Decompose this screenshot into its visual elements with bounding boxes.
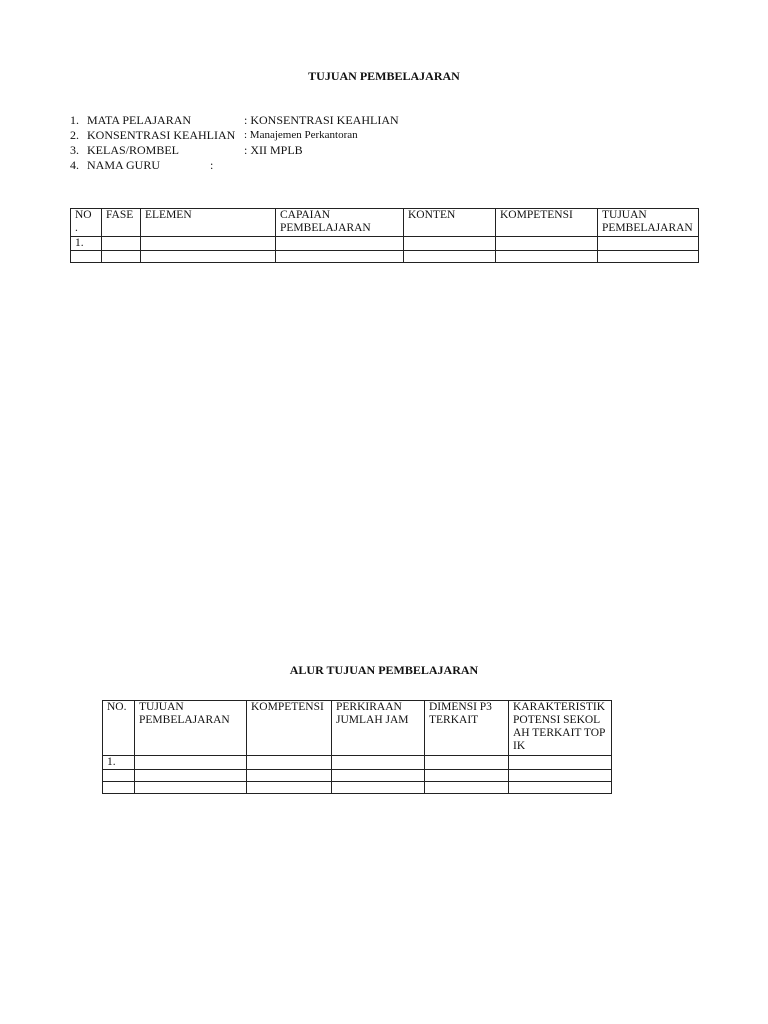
- header-fase: FASE: [102, 209, 141, 237]
- table-cell: [496, 237, 598, 251]
- table-cell: [496, 251, 598, 263]
- header-no: NO .: [71, 209, 102, 237]
- header-karakteristik-potensi-sekolah: KARAKTERISTIK POTENSI SEKOLAH TERKAIT TOPIK: [509, 701, 612, 756]
- table-cell: [332, 756, 425, 770]
- info-row-konsentrasi-keahlian: [70, 128, 399, 143]
- header-dimensi-p3-terkait: DIMENSI P3 TERKAIT: [425, 701, 509, 756]
- table-cell: [135, 782, 247, 794]
- info-number: 3.: [70, 143, 79, 157]
- cell-no: 1.: [71, 237, 102, 251]
- info-number: 1.: [70, 113, 79, 127]
- table-cell: [598, 251, 699, 263]
- table-cell: [247, 782, 332, 794]
- table-cell: [425, 770, 509, 782]
- table-cell: [509, 782, 612, 794]
- info-row-nama-guru: [70, 158, 399, 173]
- info-value: : KONSENTRASI KEAHLIAN: [244, 113, 399, 127]
- tujuan-pembelajaran-table: [70, 208, 699, 263]
- info-row-mata-pelajaran: [70, 113, 399, 128]
- info-list: [70, 113, 399, 173]
- info-label: KELAS/ROMBEL: [87, 143, 180, 157]
- table-cell: [103, 770, 135, 782]
- header-tujuan-pembelajaran: TUJUAN PEMBELAJARAN: [135, 701, 247, 756]
- section-title: ALUR TUJUAN PEMBELAJARAN: [289, 663, 479, 677]
- table-header-row: [103, 701, 612, 756]
- table-cell: [332, 770, 425, 782]
- table-cell: [509, 770, 612, 782]
- table-cell: [425, 782, 509, 794]
- table-cell: [509, 756, 612, 770]
- table-cell: [598, 237, 699, 251]
- table-row: [103, 756, 612, 770]
- header-tujuan-pembelajaran: TUJUAN PEMBELAJARAN: [598, 209, 699, 237]
- table-cell: [71, 251, 102, 263]
- table-cell: [135, 756, 247, 770]
- table-cell: [276, 237, 404, 251]
- table-cell: [141, 237, 276, 251]
- table-cell: [247, 756, 332, 770]
- table-cell: [102, 237, 141, 251]
- table-cell: [135, 770, 247, 782]
- alur-tujuan-pembelajaran-table: [102, 700, 612, 794]
- table-cell: [425, 756, 509, 770]
- info-row-kelas-rombel: [70, 143, 399, 158]
- info-label: NAMA GURU: [87, 158, 161, 172]
- table-cell: [404, 237, 496, 251]
- table-row: [71, 237, 699, 251]
- cell-no: 1.: [103, 756, 135, 770]
- table-header-row: [71, 209, 699, 237]
- table-cell: [103, 782, 135, 794]
- header-kompetensi: KOMPETENSI: [247, 701, 332, 756]
- header-konten: KONTEN: [404, 209, 496, 237]
- info-label: MATA PELAJARAN: [87, 113, 192, 127]
- table-cell: [141, 251, 276, 263]
- table-cell: [332, 782, 425, 794]
- header-elemen: ELEMEN: [141, 209, 276, 237]
- table-row: [103, 770, 612, 782]
- page-title: TUJUAN PEMBELAJARAN: [308, 69, 460, 83]
- table-cell: [102, 251, 141, 263]
- table-row: [103, 782, 612, 794]
- info-value: : Manajemen Perkantoran: [244, 129, 358, 141]
- header-perkiraan-jumlah-jam: PERKIRAAN JUMLAH JAM: [332, 701, 425, 756]
- info-number: 2.: [70, 128, 79, 142]
- header-kompetensi: KOMPETENSI: [496, 209, 598, 237]
- table-cell: [404, 251, 496, 263]
- table-row: [71, 251, 699, 263]
- table-cell: [247, 770, 332, 782]
- header-capaian-pembelajaran: CAPAIAN PEMBELAJARAN: [276, 209, 404, 237]
- info-value: : XII MPLB: [244, 143, 303, 157]
- info-label: KONSENTRASI KEAHLIAN: [87, 128, 236, 142]
- table-cell: [276, 251, 404, 263]
- info-number: 4.: [70, 158, 79, 172]
- header-no: NO.: [103, 701, 135, 756]
- info-value: :: [210, 158, 214, 172]
